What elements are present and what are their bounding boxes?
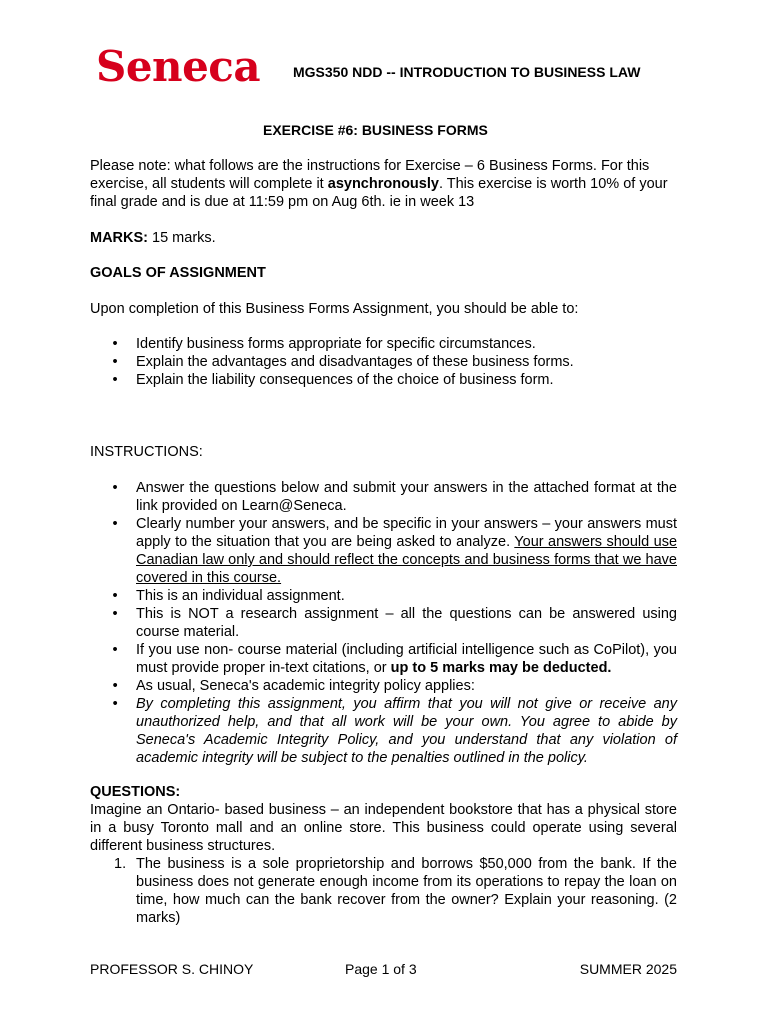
intro-bold: asynchronously bbox=[327, 176, 439, 192]
bullet-icon: • bbox=[112, 354, 118, 370]
intro-text-1: Please note: what follows are the instructions for Exercise – 6 Business Forms. For this exercise, all students will complete it bbox=[90, 158, 650, 192]
bullet-icon: • bbox=[112, 642, 118, 658]
marks-value: 15 marks. bbox=[148, 230, 216, 246]
seneca-logo: Seneca bbox=[96, 42, 261, 91]
list-item: • Identify business forms appropriate for specific circumstances. bbox=[90, 335, 677, 353]
underlined-requirement: Your answers should use Canadian law only and should reflect the concepts and business forms that we have covered in this course. bbox=[136, 534, 678, 586]
questions-intro: Imagine an Ontario- based business – an independent bookstore that has a physical store in a busy Toronto mall and an online store. This business could operate using several different business structures. bbox=[90, 802, 677, 854]
bullet-icon: • bbox=[112, 678, 118, 694]
list-item: • Explain the advantages and disadvantages of these business forms. bbox=[90, 353, 677, 371]
marks-label: MARKS: bbox=[90, 230, 148, 246]
integrity-statement: By completing this assignment, you affirm that you will not give or receive any unauthorized help, and that all work will be your own. You agree to abide by Seneca's Academic Integrity Policy, and you understand that any violation of academic integrity will be subject to the penalties outlined in the policy. bbox=[136, 696, 677, 766]
list-item bbox=[90, 695, 677, 767]
list-item: • This is an individual assignment. bbox=[90, 587, 677, 605]
bullet-icon: • bbox=[112, 696, 118, 712]
bullet-icon: • bbox=[112, 480, 118, 496]
list-item: • Answer the questions below and submit your answers in the attached format at the link provided on Learn@Seneca. bbox=[90, 479, 677, 515]
questions-section bbox=[90, 783, 677, 927]
course-title: MGS350 NDD -- INTRODUCTION TO BUSINESS LAW bbox=[293, 64, 641, 80]
deduction-warning: up to 5 marks may be deducted. bbox=[390, 660, 612, 676]
list-item: • As usual, Seneca's academic integrity policy applies: bbox=[90, 677, 677, 695]
bullet-icon: • bbox=[112, 372, 118, 388]
goals-lead: Upon completion of this Business Forms Assignment, you should be able to: bbox=[90, 301, 579, 317]
goals-list bbox=[90, 335, 677, 389]
bullet-icon: • bbox=[112, 588, 118, 604]
list-item: • This is NOT a research assignment – all the questions can be answered using course material. bbox=[90, 605, 677, 641]
questions-heading: QUESTIONS: bbox=[90, 784, 181, 800]
instructions-heading: INSTRUCTIONS: bbox=[90, 444, 203, 460]
intro-paragraph bbox=[90, 157, 677, 211]
bullet-icon: • bbox=[112, 516, 118, 532]
footer-professor: PROFESSOR S. CHINOY bbox=[90, 961, 254, 977]
footer-term: SUMMER 2025 bbox=[579, 961, 677, 977]
exercise-title: EXERCISE #6: BUSINESS FORMS bbox=[263, 122, 488, 138]
bullet-icon: • bbox=[112, 606, 118, 622]
question-number: 1. bbox=[114, 856, 127, 872]
bullet-icon: • bbox=[112, 336, 118, 352]
instructions-list bbox=[90, 479, 677, 767]
question-item bbox=[90, 855, 677, 927]
list-item: • Clearly number your answers, and be specific in your answers – your answers must apply to the situation that you are being asked to analyze. Your answers should use Canadian law only and should reflect the concepts and business forms that we have covered in this course. bbox=[90, 515, 677, 587]
list-item: • If you use non- course material (including artificial intelligence such as CoPilot), you must provide proper in-text citations, or up to 5 marks may be deducted. bbox=[90, 641, 677, 677]
marks-line bbox=[90, 229, 677, 247]
list-item: • Explain the liability consequences of the choice of business form. bbox=[90, 371, 677, 389]
intro-text-2: . This exercise is worth 10% of your final grade and is due at 11:59 pm on Aug 6th. ie in week 13 bbox=[90, 176, 668, 210]
footer-page-number: Page 1 of 3 bbox=[345, 961, 417, 977]
question-text: The business is a sole proprietorship and borrows $50,000 from the bank. If the business does not generate enough income from its operations to repay the loan on time, how much can the bank recover from the owner? Explain your reasoning. (2 marks) bbox=[136, 856, 677, 926]
goals-heading: GOALS OF ASSIGNMENT bbox=[90, 265, 266, 281]
